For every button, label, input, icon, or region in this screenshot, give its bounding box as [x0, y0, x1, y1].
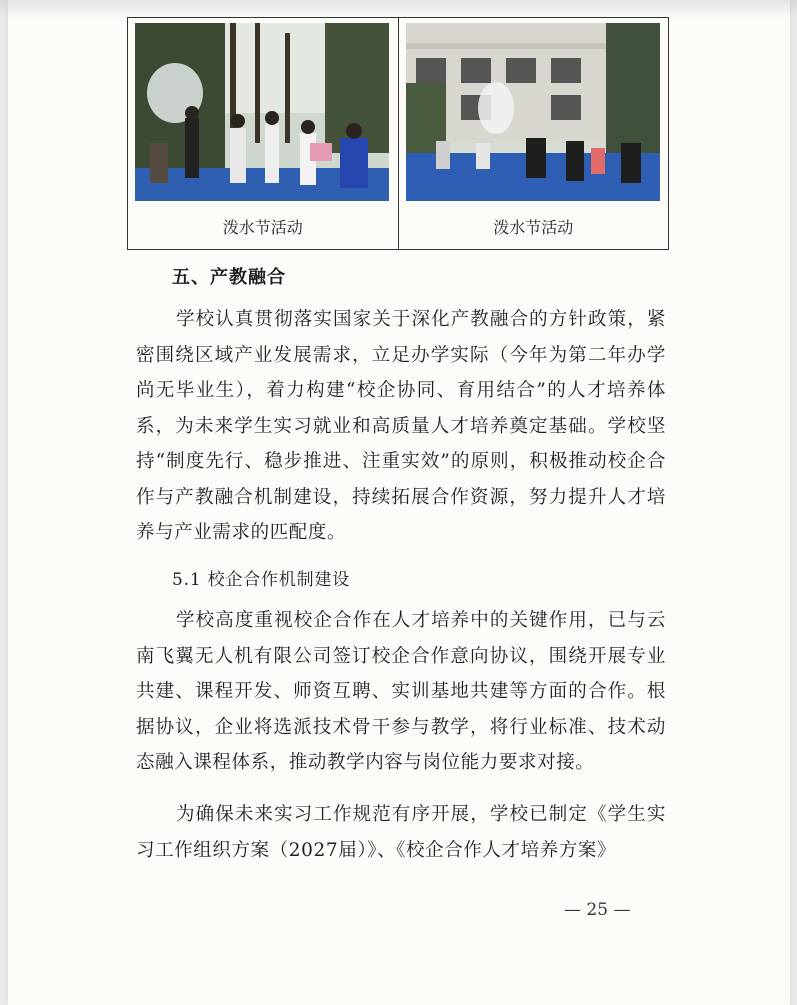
paragraph-2: 学校高度重视校企合作在人才培养中的关键作用，已与云南飞翼无人机有限公司签订校企合作意向协议，围绕开展专业共建、课程开发、师资互聘、实训基地共建等方面的合作。根据协议，企业将选派技术骨干参与教学，将行业标准、技术动态融入课程体系，推动教学内容与岗位能力要求对接。 [136, 610, 666, 773]
scan-shadow [0, 0, 797, 18]
photo-caption-left: 泼水节活动 [222, 218, 303, 237]
photo-cell-left [128, 18, 398, 249]
photo-caption-right: 泼水节活动 [493, 218, 574, 237]
paragraph-1: 学校认真贯彻落实国家关于深化产教融合的方针政策，紧密围绕区域产业发展需求，立足办学实际（今年为第二年办学尚无毕业生），着力构建“校企协同、育用结合”的人才培养体系，为未来学生实习就业和高质量人才培养奠定基础。学校坚持“制度先行、稳步推进、注重实效”的原则，积极推动校企合作与产教融合机制建设，持续拓展合作资源，努力提升人才培养与产业需求的匹配度。 [136, 309, 666, 543]
water-festival-photo-right [406, 23, 660, 201]
paragraph-3: 为确保未来实习工作规范有序开展，学校已制定《学生实习工作组织方案（2027届）》、《校企合作人才培养方案》 [136, 804, 666, 861]
subsection-heading: 5.1 校企合作机制建设 [172, 570, 351, 590]
photo-cell-right [398, 18, 669, 249]
water-festival-photo-left [135, 23, 389, 201]
section-heading: 五、产教融合 [172, 267, 286, 288]
photo-table [127, 17, 669, 250]
page-number: — 25 — [564, 900, 631, 920]
